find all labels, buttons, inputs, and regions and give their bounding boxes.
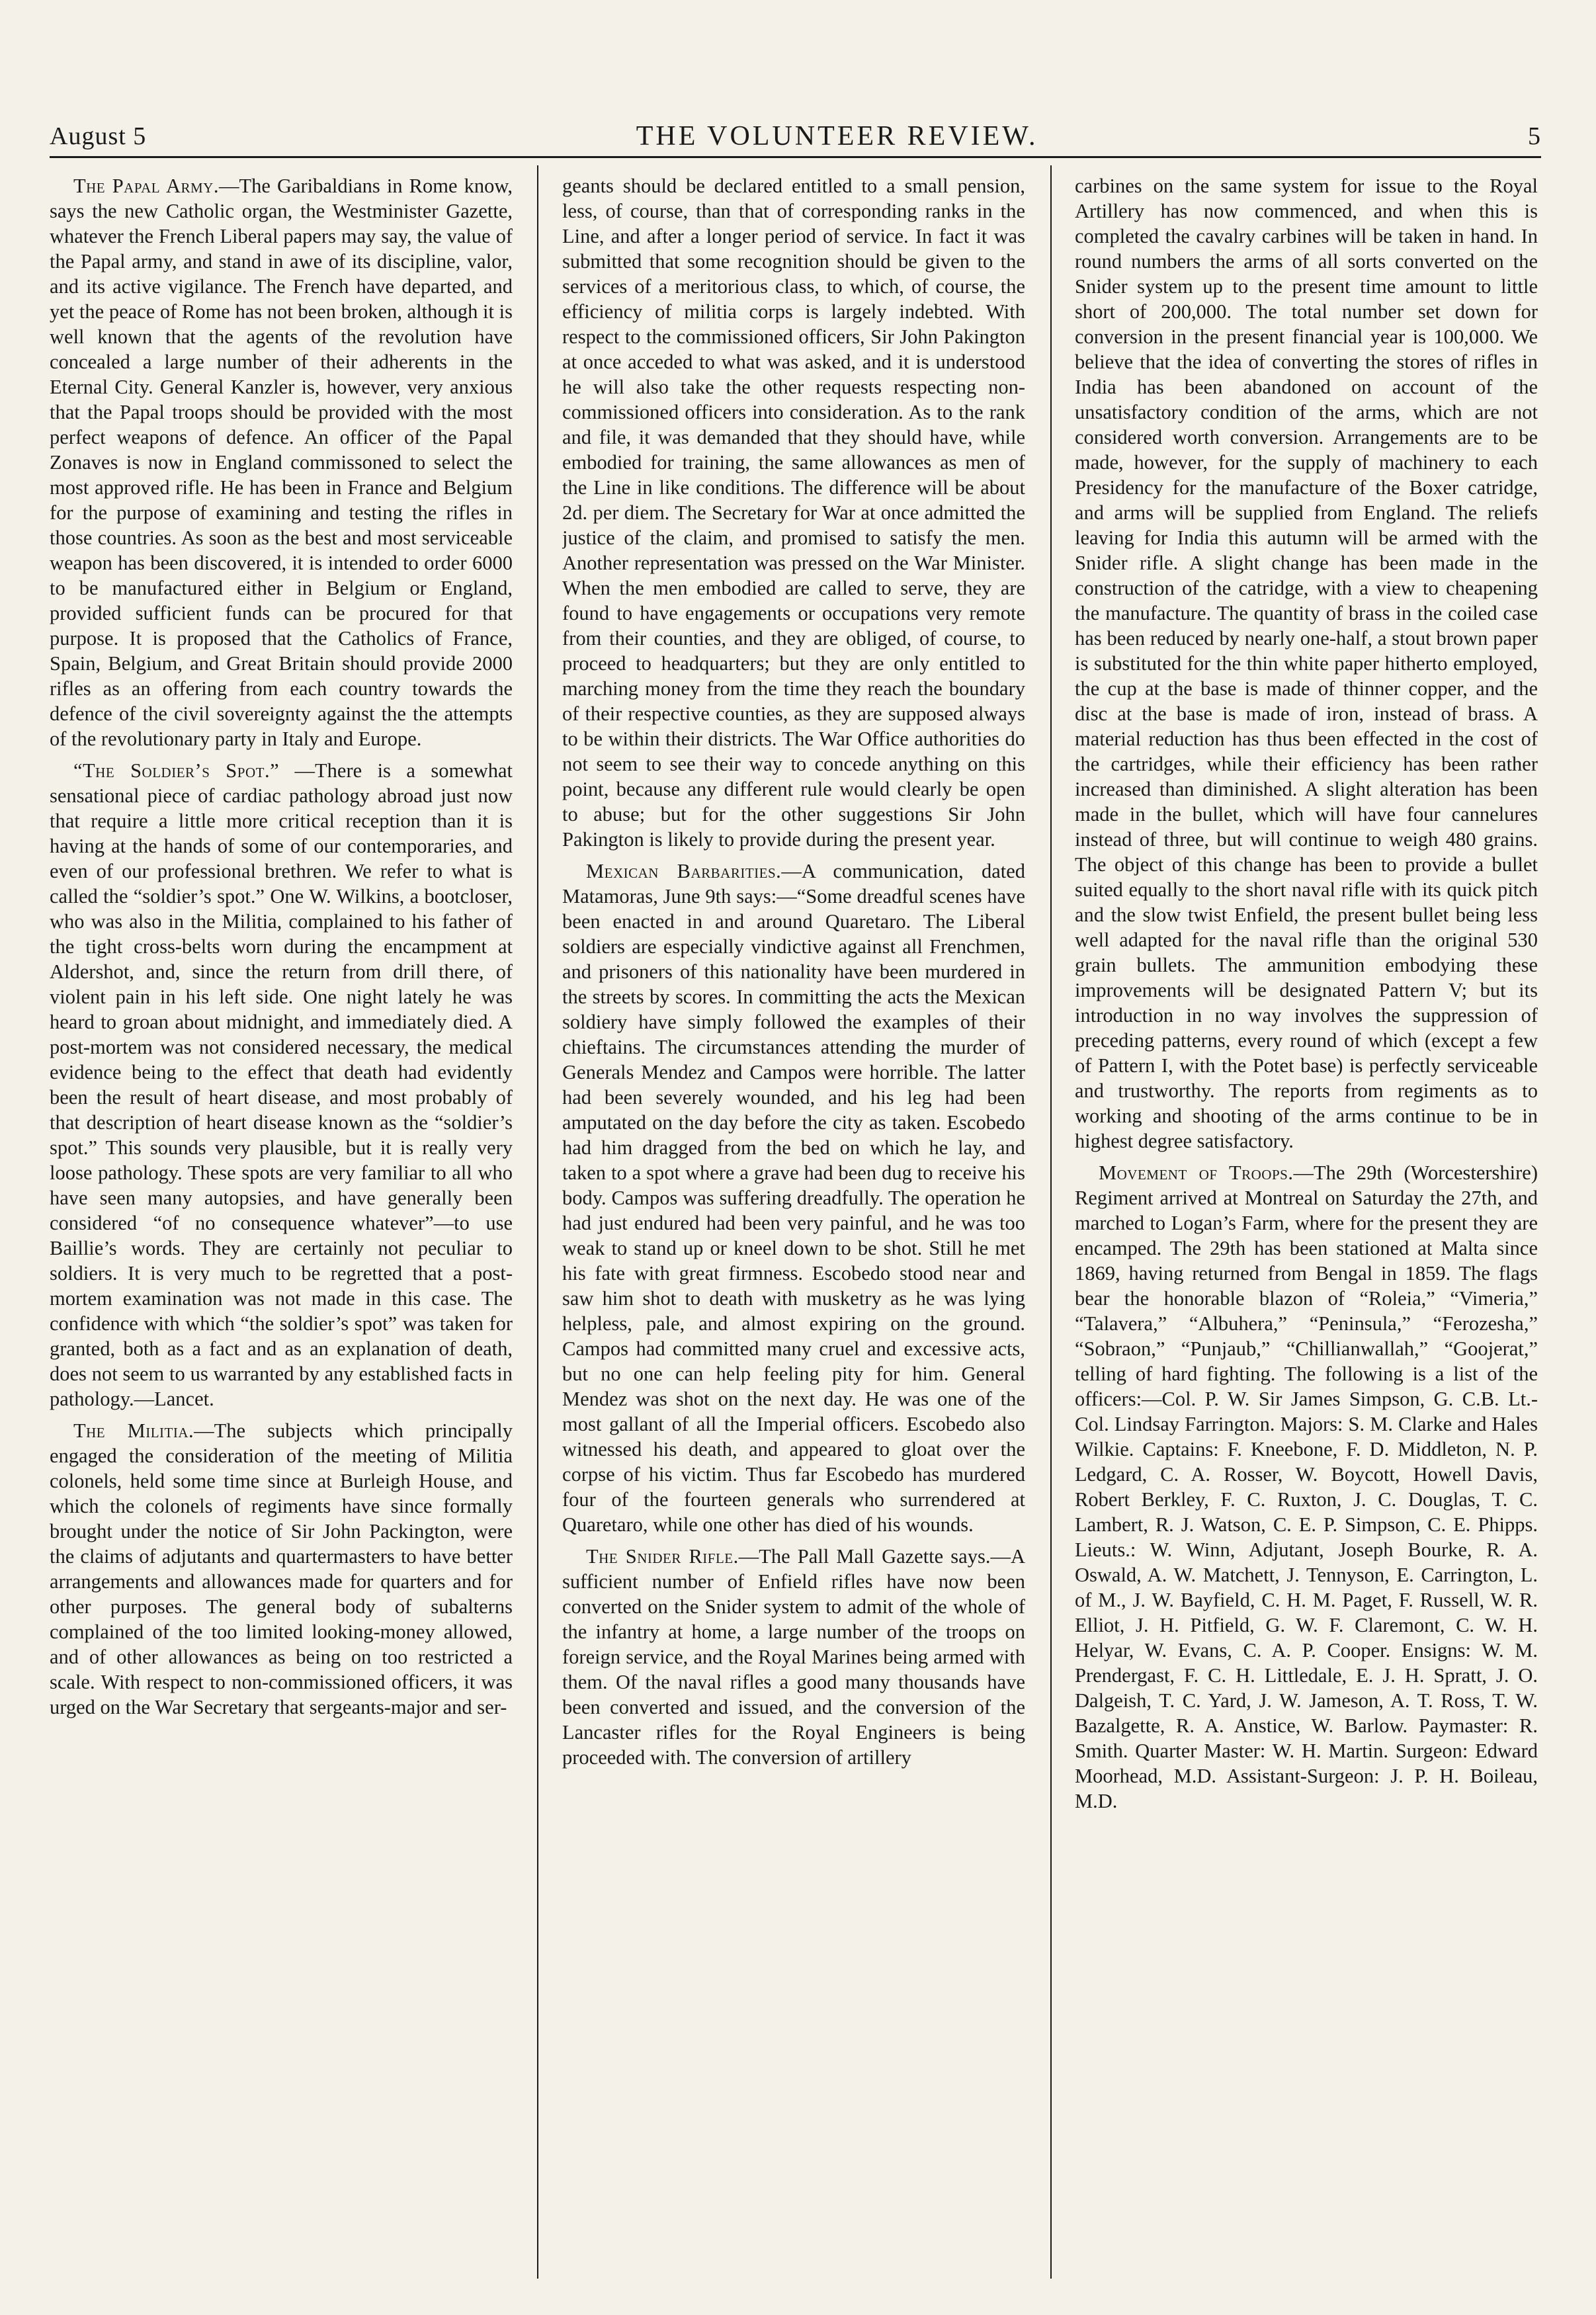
article-heading: Movement of Troops. [1099, 1161, 1294, 1184]
article-body: —A communication, dated Matamoras, June 9th says:—“Some dreadful scenes have been enacted in and around Quaretaro. The Liberal soldiers are especially vindictive against all Frenchmen, and prisoners of this nationality have been murdered in the streets by scores. In committing the acts the Mexican soldiery have simply followed the examples of their chieftains. The circumstances attending the murder of Generals Mendez and Campos were horrible. The latter had been severely wounded, and his leg had been amputated on the day before the city as taken. Escobedo had him dragged from the bed on which he lay, and taken to a spot where a grave had been dug to receive his body. Campos was suffering dreadfully. The operation he had just endured had been very painful, and he was too weak to stand up or kneel down to be shot. Still he met his fate with great firmness. Escobedo stood near and saw him shot to death with musketry as he was lying helpless, pale, and almost expiring on the ground. Campos had committed many cruel and excessive acts, but no one can help feeling pity for him. General Mendez was shot on the next day. He was one of the most gallant of all the Imperial officers. Escobedo also witnessed his death, and appeared to gloat over the corpse of his victim. Thus far Escobedo has murdered four of the fourteen generals who surrendered at Quaretaro, while one other has died of his wounds. [562, 860, 1025, 1536]
article-heading: The Papal Army. [73, 175, 219, 197]
article-militia [50, 1418, 513, 1720]
article-militia-continued [562, 173, 1025, 852]
column-divider-2 [1050, 165, 1052, 2279]
article-heading: The Militia. [73, 1419, 194, 1442]
article-papal-army [50, 173, 513, 751]
column-divider-1 [537, 165, 538, 2279]
header-title: THE VOLUNTEER REVIEW. [636, 121, 1038, 151]
column-2 [562, 173, 1025, 2277]
article-heading: “The Soldier’s Spot.” [73, 759, 280, 782]
page-header [50, 118, 1541, 155]
article-mexican-barbarities [562, 859, 1025, 1537]
article-snider-rifle-continued [1075, 173, 1538, 1154]
article-body: —The Pall Mall Gazette says.—A sufficient number of Enfield rifles have now been converted on the Snider system to admit of the whole of the infantry at home, a large number of the troops on foreign service, and the Royal Marines being armed with them. Of the naval rifles a good many thousands have been converted and issued, and the conversion of the Lancaster rifles for the Royal Engineers is being proceeded with. The conversion of artillery [562, 1545, 1025, 1769]
column-3 [1075, 173, 1538, 2277]
article-body: geants should be declared entitled to a small pension, less, of course, than that of corresponding ranks in the Line, and after a longer period of service. In fact it was submitted that some recognition should be given to the services of a meritorious class, to which, of course, the efficiency of militia corps is largely indebted. With respect to the commissioned officers, Sir John Pakington at once acceded to what was asked, and it is understood he will also take the other requests respecting non-commissioned officers into consideration. As to the rank and file, it was demanded that they should have, while embodied for training, the same allowances as men of the Line in like conditions. The difference will be about 2d. per diem. The Secretary for War at once admitted the justice of the claim, and promised to satisfy the men. Another representation was pressed on the War Minister. When the men embodied are called to serve, they are found to have engagements or occupations very remote from their counties, and they are obliged, of course, to proceed to headquarters; but they are only entitled to marching money from the time they reach the boundary of their respective counties, as they are supposed always to be within their districts. The War Office authorities do not seem to see their way to concede anything on this point, because any different rule would clearly be open to abuse; but for the other suggestions Sir John Pakington is likely to provide during the present year. [562, 175, 1025, 851]
header-date: August 5 [50, 122, 147, 150]
article-soldiers-spot [50, 758, 513, 1411]
article-heading: The Snider Rifle. [586, 1545, 739, 1568]
header-page-number: 5 [1527, 122, 1541, 150]
header-rule [50, 156, 1541, 158]
article-movement-of-troops [1075, 1160, 1538, 1814]
article-body: —The 29th (Worcestershire) Regiment arrived at Montreal on Saturday the 27th, and marched to Logan’s Farm, where for the present they are encamped. The 29th has been stationed at Malta since 1869, having returned from Bengal in 1859. The flags bear the honorable blazon of “Roleia,” “Vimeria,” “Talavera,” “Albuhera,” “Peninsula,” “Ferozesha,” “Sobraon,” “Punjaub,” “Chillianwallah,” “Goojerat,” telling of hard fighting. The following is a list of the officers:—Col. P. W. Sir James Simpson, G. C.B. Lt.-Col. Lindsay Farrington. Majors: S. M. Clarke and Hales Wilkie. Captains: F. Kneebone, F. D. Middleton, N. P. Ledgard, C. A. Rosser, W. Boycott, Howell Davis, Robert Berkley, F. C. Ruxton, J. C. Douglas, T. C. Lambert, R. J. Watson, C. E. P. Simpson, C. E. Phipps. Lieuts.: W. Winn, Adjutant, Joseph Bourke, R. A. Oswald, A. W. Matchett, J. Tennyson, E. Carrington, L. of M., J. W. Bayfield, C. H. M. Paget, F. Russell, W. R. Elliot, J. H. Pitfield, G. W. F. Claremont, C. W. H. Helyar, W. Evans, C. A. P. Cooper. Ensigns: W. M. Prendergast, F. C. H. Littledale, E. J. H. Spratt, J. O. Dalgeish, T. C. Yard, J. W. Jameson, A. T. Ross, T. W. Bazalgette, R. A. Anstice, W. Barlow. Paymaster: R. Smith. Quarter Master: W. H. Martin. Surgeon: Edward Moorhead, M.D. Assistant-Surgeon: J. P. H. Boileau, M.D. [1075, 1161, 1538, 1812]
column-1 [50, 173, 513, 2277]
article-body: —The Garibaldians in Rome know, says the new Catholic organ, the Westminister Gazette, whatever the French Liberal papers may say, the value of the Papal army, and stand in awe of its discipline, valor, and its active vigilance. The French have departed, and yet the peace of Rome has not been broken, although it is well known that the agents of the revolution have concealed a large number of their adherents in the Eternal City. General Kanzler is, however, very anxious that the Papal troops should be provided with the most perfect weapons of defence. An officer of the Papal Zonaves is now in England commissoned to select the most approved rifle. He has been in France and Belgium for the purpose of examining and testing the rifles in those countries. As soon as the best and most serviceable weapon has been discovered, it is intended to order 6000 to be manufactured either in Belgium or England, provided sufficient funds can be procured for that purpose. It is proposed that the Catholics of France, Spain, Belgium, and Great Britain should provide 2000 rifles as an offering from each country towards the defence of the civil sovereignty against the the attempts of the revolutionary party in Italy and Europe. [50, 175, 513, 750]
article-snider-rifle [562, 1544, 1025, 1770]
article-body: —The subjects which principally engaged the consideration of the meeting of Militia colonels, held some time since at Burleigh House, and which the colonels of regiments have since formally brought under the notice of Sir John Packington, were the claims of adjutants and quartermasters to have better arrangements and allowances made for quarters and for other purposes. The general body of subalterns complained of the too limited looking-money allowed, and of other allowances as being on too restricted a scale. With respect to non-commissioned officers, it was urged on the War Secretary that sergeants-major and ser- [50, 1419, 513, 1718]
article-heading: Mexican Barbarities. [586, 860, 782, 882]
article-body: carbines on the same system for issue to the Royal Artillery has now commenced, and when this is completed the cavalry carbines will be taken in hand. In round numbers the arms of all sorts converted on the Snider system up to the present time amount to little short of 200,000. The total number set down for conversion in the present financial year is 100,000. We believe that the idea of converting the stores of rifles in India has been abandoned on account of the unsatisfactory condition of the arms, which are not considered worth conversion. Arrangements are to be made, however, for the supply of machinery to each Presidency for the manufacture of the Boxer catridge, and arms will be supplied from England. The reliefs leaving for India this autumn will be armed with the Snider rifle. A slight change has been made in the construction of the catridge, with a view to cheapening the manufacture. The quantity of brass in the coiled case has been reduced by nearly one-half, a stout brown paper is substituted for the thin white paper hitherto employed, the cup at the base is made of thinner copper, and the disc at the base is made of iron, instead of brass. A material reduction has thus been effected in the cost of the cartridges, while their efficiency has been rather increased than diminished. A slight alteration has been made in the bullet, which will have four cannelures instead of three, but will continue to weigh 480 grains. The object of this change has been to provide a bullet suited equally to the short naval rifle with its quick pitch and the slow twist Enfield, the present bullet being less well adapted for the naval rifle than the original 530 grain bullets. The ammunition embodying these improvements will be designated Pattern V; but its introduction in no way involves the suppression of preceding patterns, every round of which (except a few of Pattern I, with the Potet base) is perfectly serviceable and trustworthy. The reports from regiments as to working and shooting of the arms continue to be in highest degree satisfactory. [1075, 175, 1538, 1152]
article-body: —There is a somewhat sensational piece of cardiac pathology abroad just now that require a little more critical reception than it is having at the hands of some of our contemporaries, and even of our professional brethren. We refer to what is called the “soldier’s spot.” One W. Wilkins, a bootcloser, who was also in the Militia, complained to his father of the tight cross-belts worn during the encampment at Aldershot, and, since the return from drill there, of violent pain in his left side. One night lately he was heard to groan about midnight, and immediately died. A post-mortem was not considered necessary, the medical evidence being to the effect that death had evidently been the result of heart disease, and most probably of that description of heart disease known as the “soldier’s spot.” This sounds very plausible, but it is really very loose pathology. These spots are very familiar to all who have seen many autopsies, and have generally been considered “of no consequence whatever”—to use Baillie’s words. They are certainly not peculiar to soldiers. It is very much to be regretted that a post-mortem examination was not made in this case. The confidence with which “the soldier’s spot” was taken for granted, both as a fact and as an explanation of death, does not seem to us warranted by any established facts in pathology.—Lancet. [50, 759, 513, 1410]
